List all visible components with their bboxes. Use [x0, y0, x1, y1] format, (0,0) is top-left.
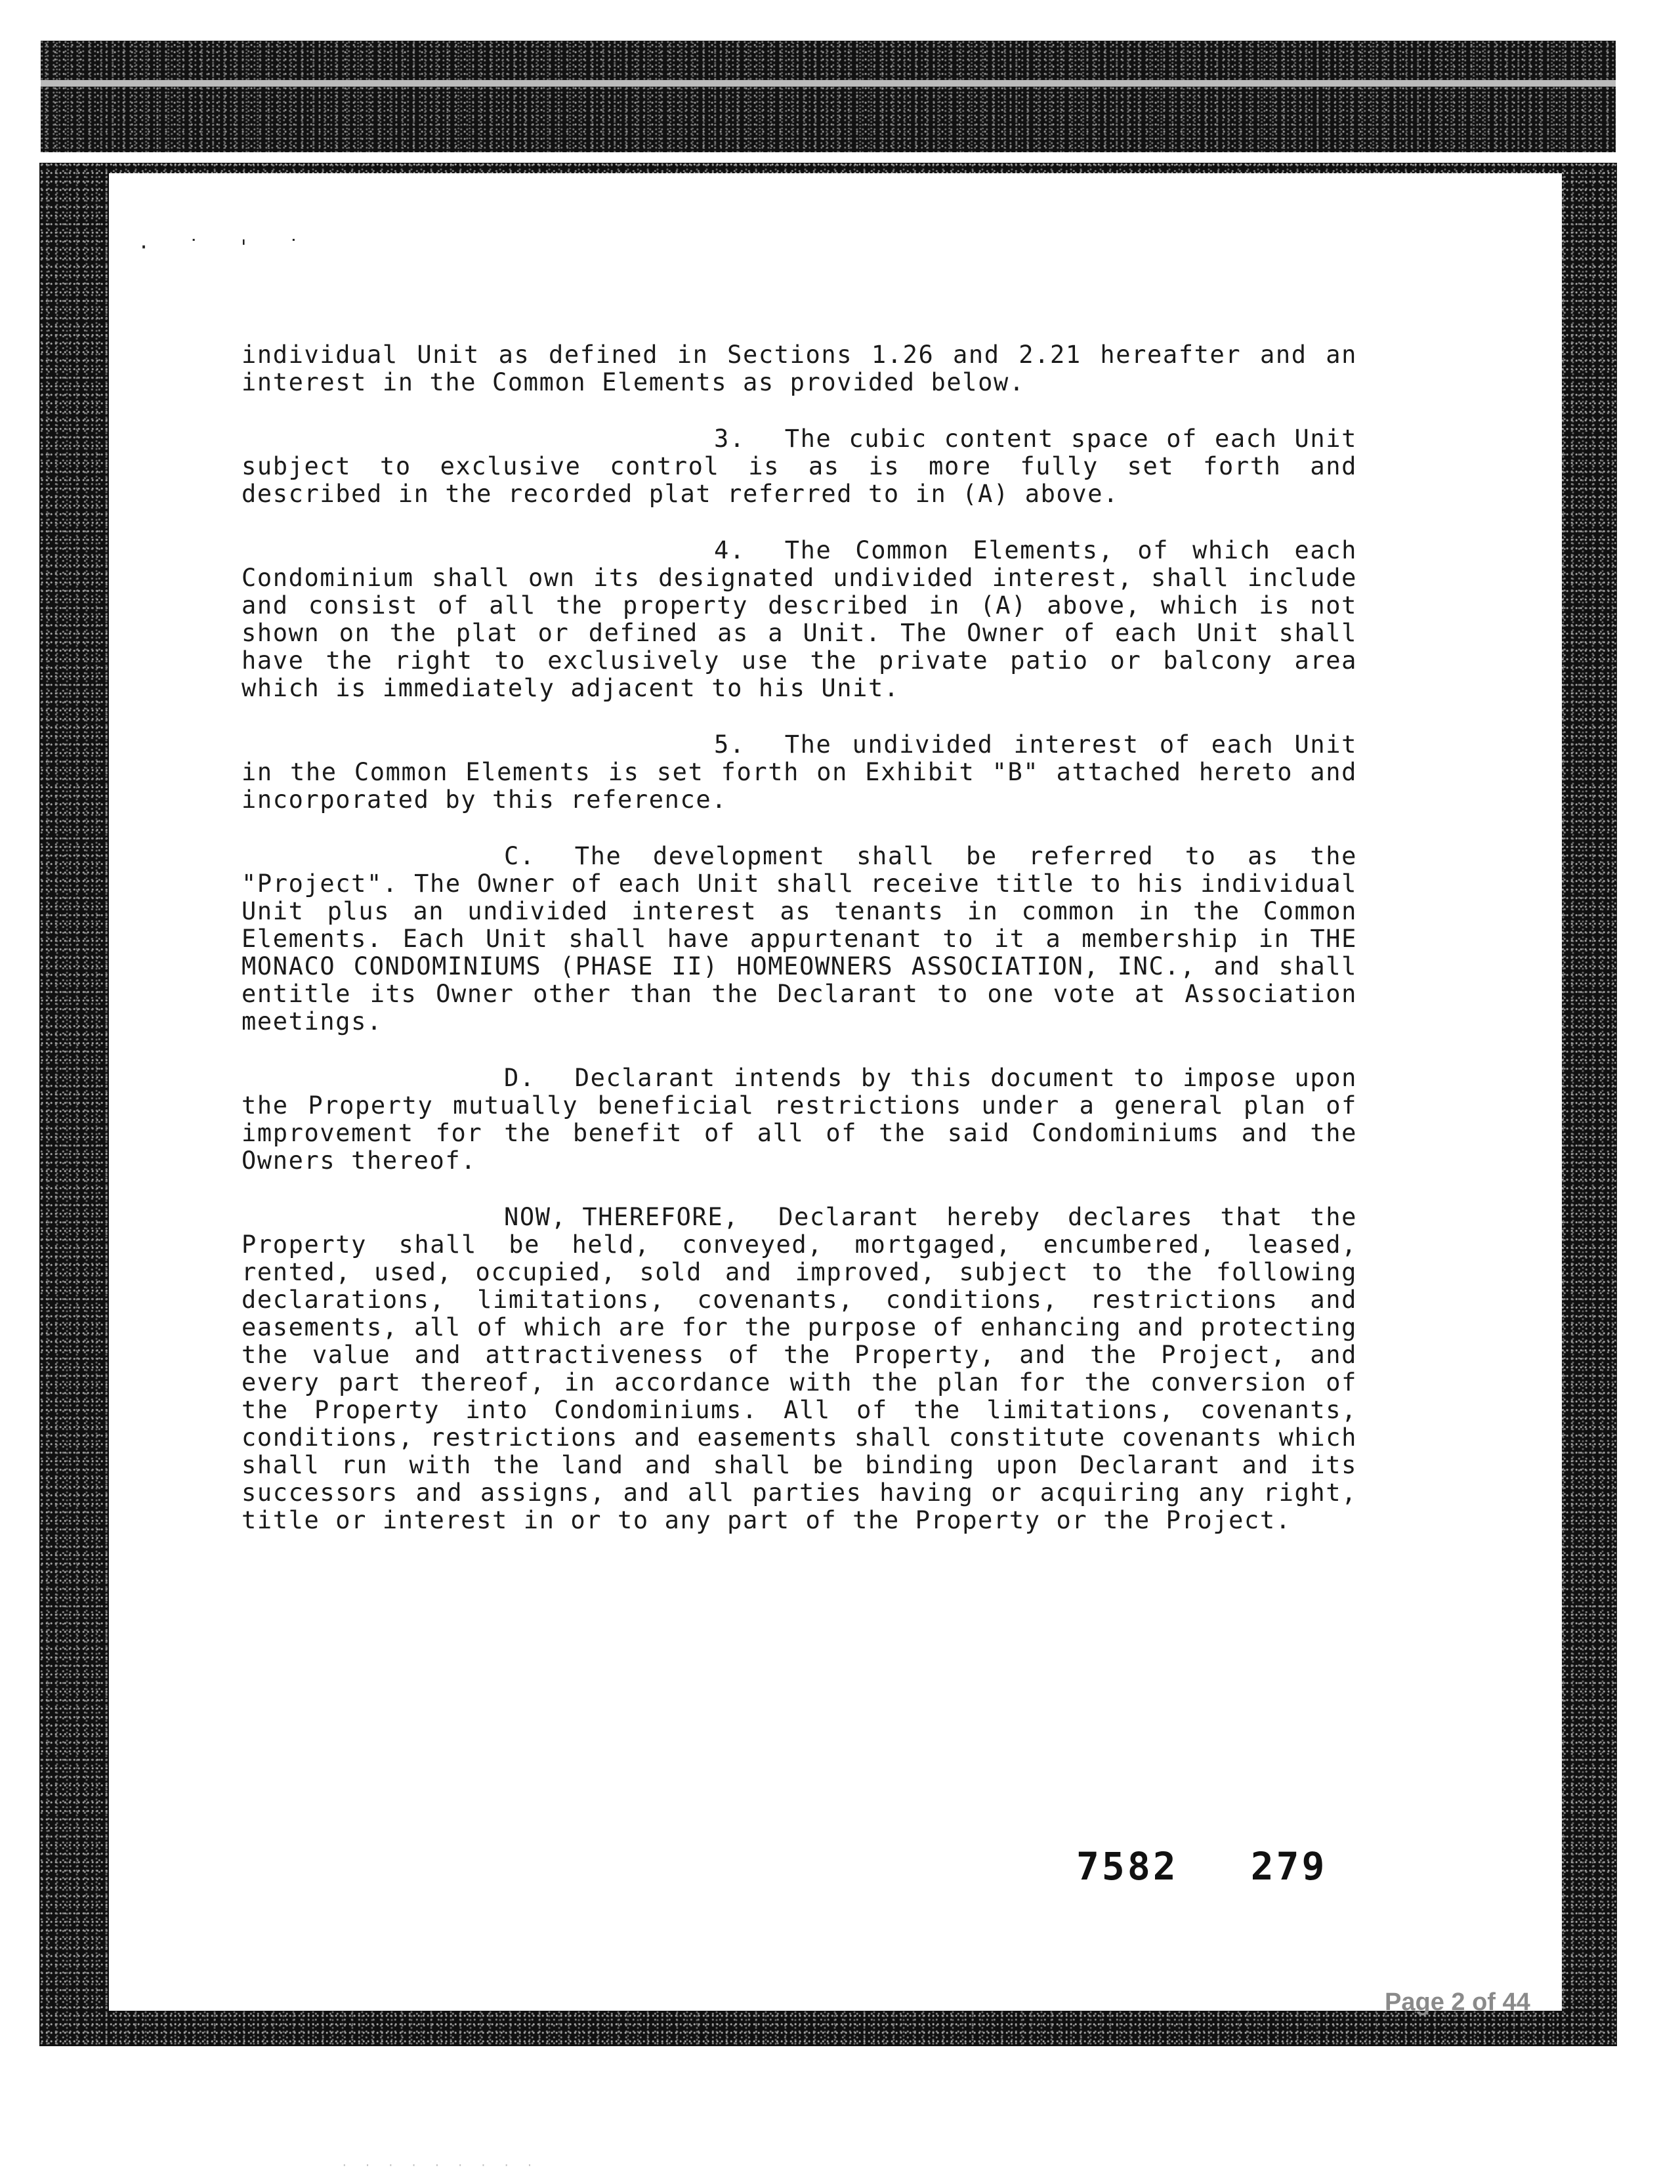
paragraph-5: [242, 731, 1357, 814]
book-number: 7582: [1076, 1844, 1179, 1889]
paragraph-text: The development shall be referred to as the "Project". The Owner of each Unit shall receive title to his individual Unit plus an undivided interest as tenants in common in the Common Elements. Each Unit shall have appurtenant to it a membership in THE MONACO CONDOMINIUMS (PHASE II) HOMEOWNERS ASSOCIATION, INC., and shall entitle its Owner other than the Declarant to one vote at Association meetings.: [242, 842, 1357, 1036]
scan-noise-bottom: · · · · · · · · ·: [341, 2159, 538, 2172]
paragraph-4: [242, 537, 1357, 702]
paragraph-text: Declarant hereby declares that the Property shall be held, conveyed, mortgaged, encumbered, leased, rented, used, occupied, sold and improved, subject to the following declarations, limitations, covenants, conditions, restrictions and easements, all of which are for the purpose of enhancing and protecting the value and attractiveness of the Property, and the Project, and every part thereof, in accordance with the plan for the conversion of the Property into Condominiums. All of the limitations, covenants, conditions, restrictions and easements shall constitute covenants which shall run with the land and shall be binding upon Declarant and its successors and assigns, and all parties having or acquiring any right, title or interest in or to any part of the Property or the Project.: [242, 1203, 1357, 1534]
paragraph-label: D.: [504, 1064, 536, 1092]
scan-stripe: [41, 80, 1616, 87]
paragraph-text: Declarant intends by this document to impose upon the Property mutually beneficial restrictions under a general plan of improvement for the benefit of all of the said Condominiums and the Owners thereof.: [242, 1064, 1357, 1175]
paragraph-now-therefore: [242, 1204, 1357, 1534]
paragraph-label: 4.: [714, 536, 746, 564]
document-body: [242, 341, 1357, 1563]
paragraph-text: The Common Elements, of which each Condominium shall own its designated undivided interest, shall include and consist of all the property described in (A) above, which is not shown on the plat or defined as a Unit. The Owner of each Unit shall have the right to exclusively use the private patio or balcony area which is immediately adjacent to his Unit.: [242, 536, 1357, 702]
paragraph-c: [242, 843, 1357, 1036]
paragraph-label: NOW, THEREFORE,: [504, 1203, 740, 1231]
paragraph-text: The undivided interest of each Unit in the Common Elements is set forth on Exhibit "B" attached hereto and incorporated by this reference.: [242, 730, 1357, 814]
paragraph-3: [242, 425, 1357, 508]
paragraph-text: The cubic content space of each Unit subject to exclusive control is as is more fully set forth and described in the recorded plat referred to in (A) above.: [242, 425, 1357, 508]
page-number: 279: [1250, 1844, 1328, 1889]
page-marker: Page 2 of 44: [1385, 1988, 1530, 2016]
paragraph-intro: [242, 341, 1357, 396]
paragraph-label: 3.: [714, 425, 746, 453]
paragraph-d: [242, 1064, 1357, 1175]
book-page-stamp: [1076, 1844, 1327, 1889]
scan-border-top: [41, 41, 1616, 152]
scan-specks: · ˙ ' ˙: [138, 236, 313, 259]
paragraph-label: 5.: [714, 730, 746, 759]
paragraph-text: individual Unit as defined in Sections 1.26 and 2.21 hereafter and an interest in the Common Elements as provided below.: [242, 341, 1357, 396]
paragraph-label: C.: [504, 842, 536, 870]
